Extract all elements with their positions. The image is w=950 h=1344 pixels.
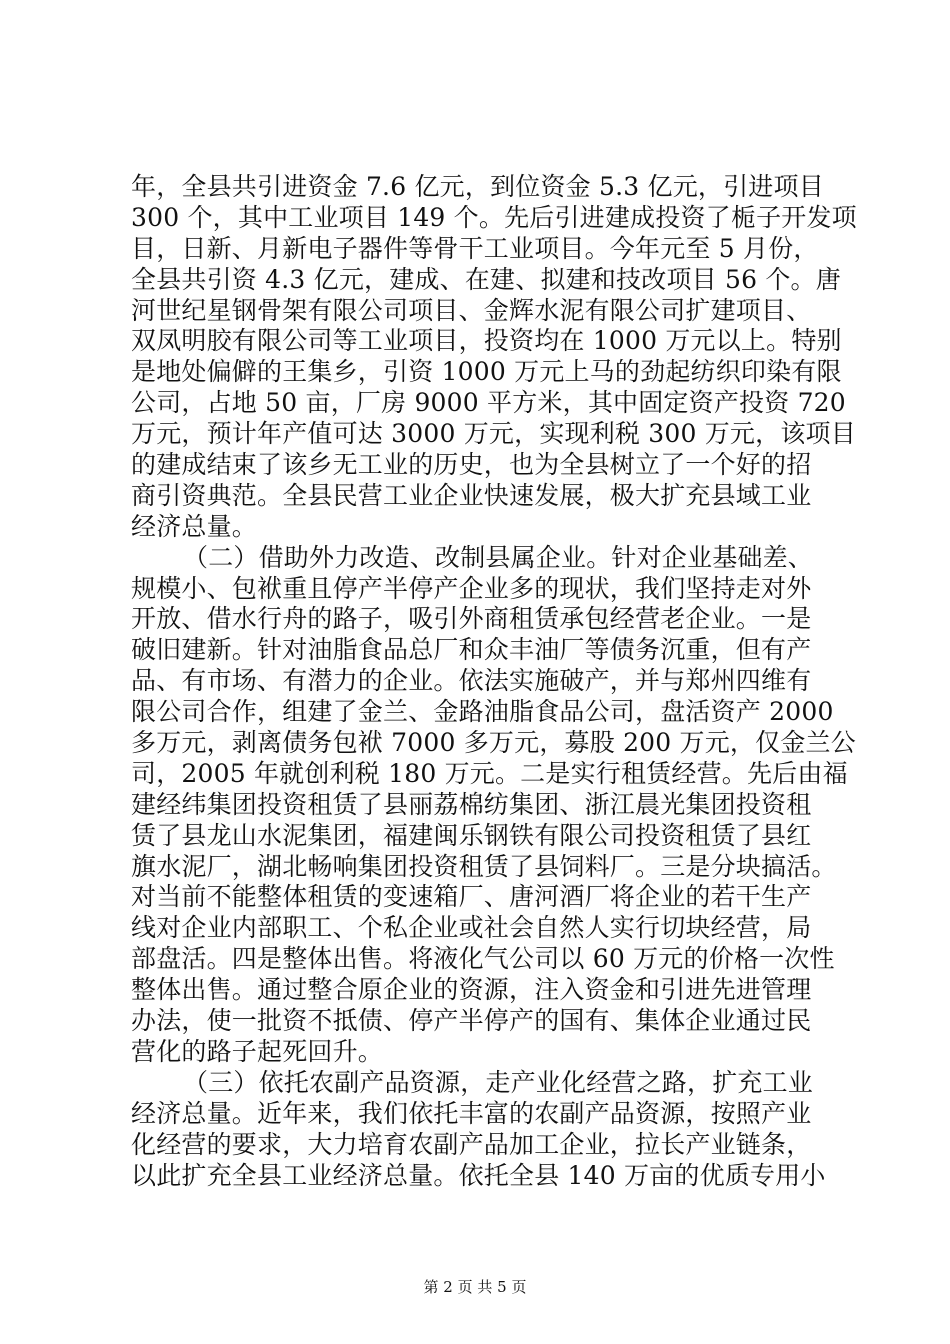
text-line: 以此扩充全县工业经济总量。依托全县 140 万亩的优质专用小 <box>131 1160 826 1190</box>
text-line: 双凤明胶有限公司等工业项目，投资均在 1000 万元以上。特别 <box>131 326 842 356</box>
text-line: 整体出售。通过整合原企业的资源，注入资金和引进先进管理 <box>131 975 812 1005</box>
text-line: 开放、借水行舟的路子，吸引外商租赁承包经营老企业。一是 <box>131 604 812 634</box>
text-line: 是地处偏僻的王集乡，引资 1000 万元上马的劲起纺织印染有限 <box>131 357 842 387</box>
text-line: 建经纬集团投资租赁了县丽荔棉纺集团、浙江晨光集团投资租 <box>131 789 812 819</box>
text-line: 全县共引资 4.3 亿元，建成、在建、拟建和技改项目 56 个。唐 <box>131 264 841 294</box>
text-line: 经济总量。 <box>131 511 258 541</box>
text-line: 办法，使一批资不抵债、停产半停产的国有、集体企业通过民 <box>131 1006 812 1036</box>
text-line: 旗水泥厂，湖北畅响集团投资租赁了县饲料厂。三是分块搞活。 <box>131 851 837 881</box>
text-line: 300 个，其中工业项目 149 个。先后引进建成投资了栀子开发项 <box>131 202 857 232</box>
text-line: 河世纪星钢骨架有限公司项目、金辉水泥有限公司扩建项目、 <box>131 295 812 325</box>
text-line: 限公司合作，组建了金兰、金路油脂食品公司，盘活资产 2000 <box>131 697 834 727</box>
section-heading-line: （三）依托农副产品资源，走产业化经营之路，扩充工业 <box>183 1067 814 1097</box>
section-heading-line: （二）借助外力改造、改制县属企业。针对企业基础差、 <box>183 542 814 572</box>
text-line: 破旧建新。针对油脂食品总厂和众丰油厂等债务沉重，但有产 <box>131 635 812 665</box>
page-footer: 第 2 页 共 5 页 <box>423 1278 527 1296</box>
text-line: 化经营的要求，大力培育农副产品加工企业，拉长产业链条， <box>131 1129 812 1159</box>
text-line: 公司，占地 50 亩，厂房 9000 平方米，其中固定资产投资 720 <box>131 388 846 418</box>
text-line: 线对企业内部职工、个私企业或社会自然人实行切块经营，局 <box>131 913 812 943</box>
text-line: 部盘活。四是整体出售。将液化气公司以 60 万元的价格一次性 <box>131 944 835 974</box>
body-text <box>131 172 857 1191</box>
text-line: 规模小、包袱重且停产半停产企业多的现状，我们坚持走对外 <box>131 573 812 603</box>
text-line: 的建成结束了该乡无工业的历史，也为全县树立了一个好的招 <box>131 450 812 480</box>
text-line: 目，日新、月新电子器件等骨干工业项目。今年元至 5 月份， <box>131 233 819 263</box>
text-line: 赁了县龙山水泥集团，福建闽乐钢铁有限公司投资租赁了县红 <box>131 820 812 850</box>
text-line: 品、有市场、有潜力的企业。依法实施破产，并与郑州四维有 <box>131 666 812 696</box>
text-line: 对当前不能整体租赁的变速箱厂、唐河酒厂将企业的若干生产 <box>131 882 812 912</box>
text-line: 商引资典范。全县民营工业企业快速发展，极大扩充县域工业 <box>131 480 812 510</box>
text-line: 万元，预计年产值可达 3000 万元，实现利税 300 万元，该项目 <box>131 419 856 449</box>
text-line: 年，全县共引进资金 7.6 亿元，到位资金 5.3 亿元，引进项目 <box>131 172 824 201</box>
text-line: 经济总量。近年来，我们依托丰富的农副产品资源，按照产业 <box>131 1098 812 1128</box>
text-line: 司，2005 年就创利税 180 万元。二是实行租赁经营。先后由福 <box>131 758 848 788</box>
text-line: 营化的路子起死回升。 <box>131 1036 384 1066</box>
text-line: 多万元，剥离债务包袱 7000 多万元，募股 200 万元，仅金兰公 <box>131 728 856 758</box>
